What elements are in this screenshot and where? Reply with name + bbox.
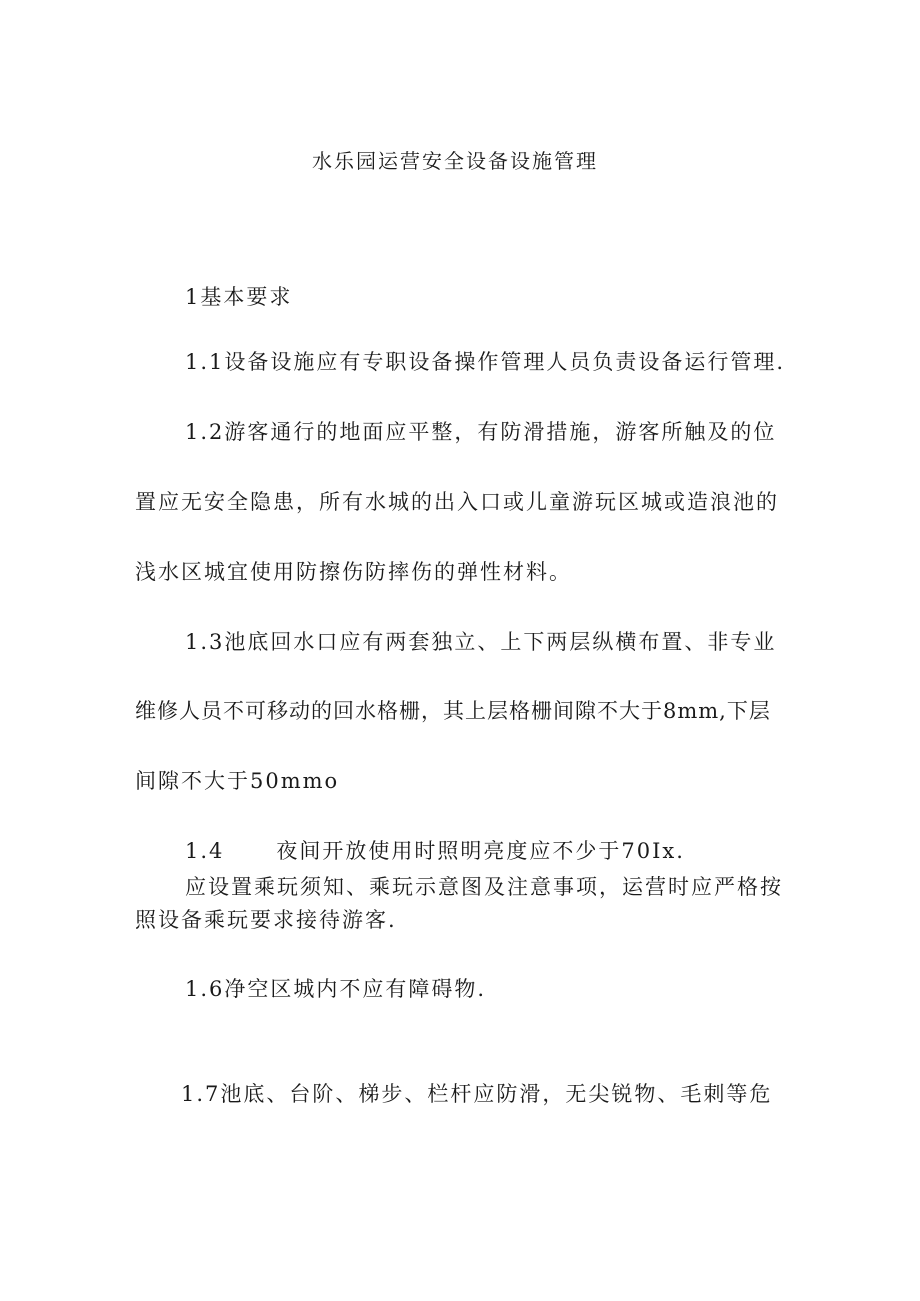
paragraph-1-4	[185, 837, 685, 865]
paragraph-1-3-line-2: 维修人员不可移动的回水格栅，其上层格栅间隙不大于8mm,下层	[135, 699, 771, 723]
paragraph-1-5-line-1: 应设置乘玩须知、乘玩示意图及注意事项，运营时应严格按	[185, 875, 783, 899]
paragraph-1-6: 1.6净空区城内不应有障碍物.	[185, 977, 487, 1001]
paragraph-1-2-line-3: 浅水区城宜使用防擦伤防摔伤的弹性材料。	[135, 560, 572, 584]
paragraph-1-7-line-1: 1.7池底、台阶、梯步、栏杆应防滑，无尖锐物、毛刺等危	[181, 1082, 773, 1106]
paragraph-1-3-line-3: 间隙不大于50mmo	[135, 769, 340, 793]
paragraph-1-2-line-2: 置应无安全隐患，所有水城的出入口或儿童游玩区城或造浪池的	[135, 490, 779, 514]
paragraph-1-4-text: 夜间开放使用时照明亮度应不少于70Ix.	[276, 839, 685, 863]
paragraph-1-1: 1.1设备设施应有专职设备操作管理人员负责设备运行管理.	[185, 350, 786, 374]
section-heading: 1基本要求	[185, 285, 293, 309]
paragraph-1-2-line-1: 1.2游客通行的地面应平整，有防滑措施，游客所触及的位	[185, 420, 777, 444]
paragraph-1-4-number: 1.4	[185, 839, 225, 863]
paragraph-1-5-line-2: 照设备乘玩要求接待游客.	[135, 908, 397, 932]
document-title: 水乐园运营安全设备设施管理	[312, 149, 598, 173]
paragraph-1-3-line-1: 1.3池底回水口应有两套独立、上下两层纵横布置、非专业	[185, 630, 777, 654]
